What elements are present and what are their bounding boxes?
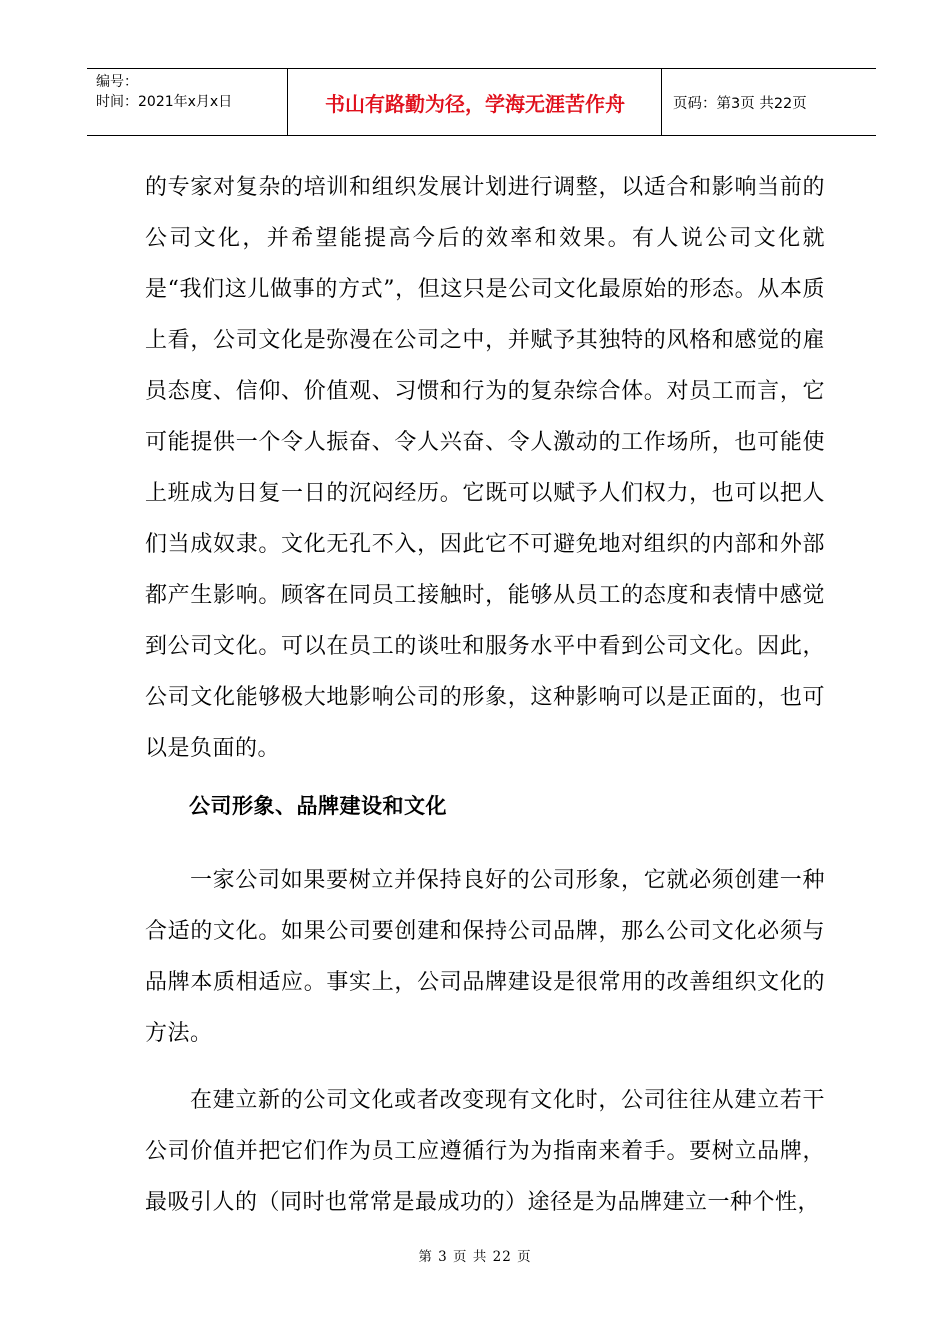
header-meta [96,72,232,112]
section-heading: 公司形象、品牌建设和文化 [189,794,447,818]
header-divider-left [287,69,288,135]
header-motto: 书山有路勤为径，学海无涯苦作舟 [325,91,625,116]
body-paragraph-2-container [145,855,825,1059]
body-paragraph-3-container [145,1075,825,1228]
document-time: 时间：2021年x月x日 [96,94,233,110]
page-footer: 第 3 页 共 22 页 [418,1249,532,1265]
body-paragraph: 在建立新的公司文化或者改变现有文化时，公司往往从建立若干公司价值并把它们作为员工应遵循行为为指南来着手。要树立品牌，最吸引人的（同时也常常是最成功的）途径是为品牌建立一种个性， [145,1088,825,1215]
page-header [87,68,876,136]
body-paragraph: 的专家对复杂的培训和组织发展计划进行调整，以适合和影响当前的公司文化，并希望能提高今后的效率和效果。有人说公司文化就是“我们这儿做事的方式”，但这只是公司文化最原始的形态。从本质上看，公司文化是弥漫在公司之中，并赋予其独特的风格和感觉的雇员态度、信仰、价值观、习惯和行为的复杂综合体。对员工而言，它可能提供一个令人振奋、令人兴奋、令人激动的工作场所，也可能使上班成为日复一日的沉闷经历。它既可以赋予人们权力，也可以把人们当成奴隶。文化无孔不入，因此它不可避免地对组织的内部和外部都产生影响。顾客在同员工接触时，能够从员工的态度和表情中感觉到公司文化。可以在员工的谈吐和服务水平中看到公司文化。因此，公司文化能够极大地影响公司的形象，这种影响可以是正面的，也可以是负面的。 [145,175,825,761]
header-page-info: 页码：第3页 共22页 [673,95,807,112]
document-number: 编号： [96,74,138,90]
body-paragraph-1-container [145,162,825,774]
body-paragraph: 一家公司如果要树立并保持良好的公司形象，它就必须创建一种合适的文化。如果公司要创建和保持公司品牌，那么公司文化必须与品牌本质相适应。事实上，公司品牌建设是很常用的改善组织文化的方法。 [145,868,825,1046]
header-divider-right [661,69,662,135]
